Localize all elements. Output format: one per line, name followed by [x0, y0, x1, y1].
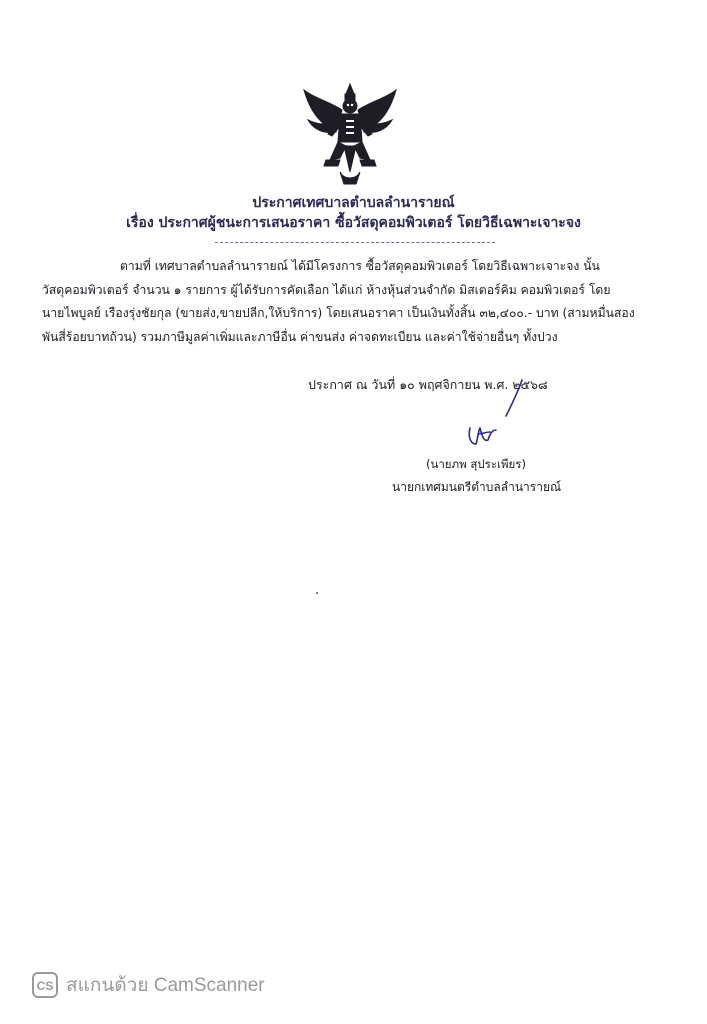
- announcement-date: ประกาศ ณ วันที่ ๑๐ พฤศจิกายน พ.ศ. ๒๕๖๘: [308, 377, 548, 392]
- handwritten-signature: [462, 378, 532, 450]
- title-divider: [215, 242, 495, 243]
- signer-name: (นายภพ สุประเพียร): [426, 457, 526, 471]
- camscanner-logo-icon: [32, 972, 58, 998]
- announcement-title: ประกาศเทศบาลตำบลลำนารายณ์: [252, 195, 455, 211]
- announcement-subject: เรื่อง ประกาศผู้ชนะการเสนอราคา ซื้อวัสดุคอมพิวเตอร์ โดยวิธีเฉพาะเจาะจง: [126, 215, 581, 231]
- body-paragraph-line-4: พันสี่ร้อยบาทถ้วน) รวมภาษีมูลค่าเพิ่มและภาษีอื่น ค่าขนส่ง ค่าจดทะเบียน และค่าใช้จ่ายอื่นๆ ทั้งปวง: [42, 330, 558, 344]
- body-paragraph-line-1: ตามที่ เทศบาลตำบลลำนารายณ์ ได้มีโครงการ ซื้อวัสดุคอมพิวเตอร์ โดยวิธีเฉพาะเจาะจง นั้น: [120, 259, 600, 273]
- body-paragraph-line-3: นายไพบูลย์ เรืองรุ่งชัยกุล (ขายส่ง,ขายปลีก,ให้บริการ) โดยเสนอราคา เป็นเงินทั้งสิ้น ๓๒,๔๐๐.- บาท (สามหมื่นสอง: [42, 306, 635, 320]
- signer-position: นายกเทศมนตรีตำบลลำนารายณ์: [392, 480, 562, 494]
- watermark-text: สแกนด้วย CamScanner: [66, 975, 265, 996]
- scan-speck: [316, 592, 318, 594]
- svg-text:CS: CS: [36, 979, 54, 993]
- garuda-emblem-icon: [300, 80, 400, 190]
- camscanner-watermark: [32, 970, 265, 1000]
- body-paragraph-line-2: วัสดุคอมพิวเตอร์ จำนวน ๑ รายการ ผู้ได้รับการคัดเลือก ได้แก่ ห้างหุ้นส่วนจำกัด มิสเตอร์คิม คอมพิวเตอร์ โดย: [42, 283, 611, 297]
